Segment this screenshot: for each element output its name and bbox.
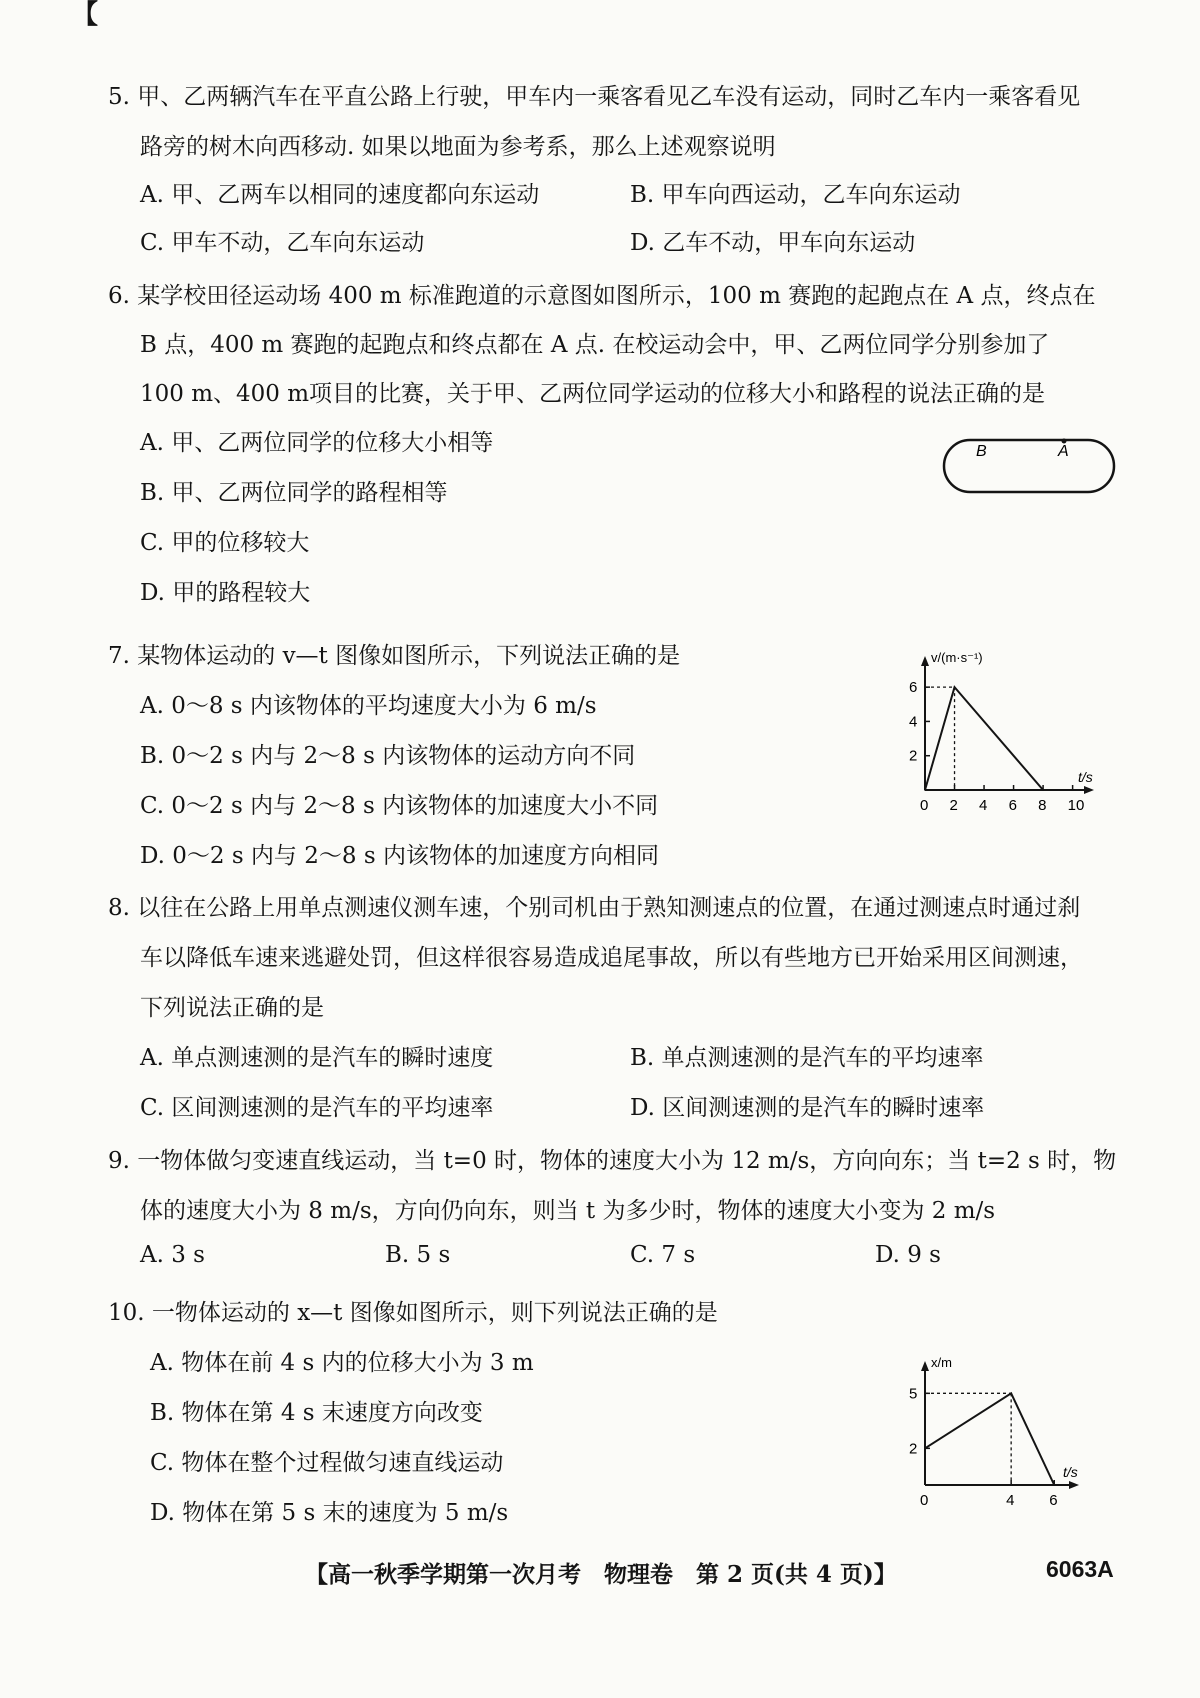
q5-option-a: A. 甲、乙两车以相同的速度都向东运动 [140, 182, 540, 208]
track-diagram [940, 432, 1120, 502]
vt-x-arrow [1084, 786, 1094, 794]
q8-stem-line3: 下列说法正确的是 [140, 995, 324, 1021]
vt-y-tick-label-1: 4 [909, 713, 918, 731]
vt-x-tick-label-1: 2 [949, 797, 958, 814]
q5-option-b: B. 甲车向西运动，乙车向东运动 [630, 182, 961, 208]
q10-option-a: A. 物体在前 4 s 内的位移大小为 3 m [150, 1350, 534, 1376]
q8-option-d: D. 区间测速测的是汽车的瞬时速率 [630, 1095, 985, 1121]
xt-x-tick-label-1: 4 [1006, 1492, 1015, 1509]
vt-x-tick-label-5: 10 [1067, 797, 1085, 814]
q5-stem-line1: 5. 甲、乙两辆汽车在平直公路上行驶，甲车内一乘客看见乙车没有运动，同时乙车内一乘客看见 [108, 84, 1081, 110]
q8-stem-line1: 8. 以往在公路上用单点测速仪测车速，个别司机由于熟知测速点的位置，在通过测速点时通过刹 [108, 895, 1081, 921]
xt-chart [895, 1345, 1125, 1525]
xt-data-point-1 [1010, 1393, 1012, 1395]
vt-chart [895, 640, 1125, 840]
footer-title: 【高一秋季学期第一次月考 物理卷 第 2 页(共 4 页)】 [305, 1561, 897, 1588]
xt-data-point-0 [924, 1448, 926, 1450]
q6-option-d: D. 甲的路程较大 [140, 580, 311, 606]
vt-data-point-2 [1042, 789, 1044, 791]
q6-stem-line2: B 点，400 m 赛跑的起跑点和终点都在 A 点. 在校运动会中，甲、乙两位同学分别参加了 [140, 332, 1050, 358]
q7-stem-line1: 7. 某物体运动的 v—t 图像如图所示，下列说法正确的是 [108, 643, 681, 669]
xt-data-point-2 [1053, 1484, 1055, 1486]
vt-x-label: t/s [1078, 769, 1093, 785]
q6-stem-line1: 6. 某学校田径运动场 400 m 标准跑道的示意图如图所示，100 m 赛跑的起跑点在 A 点，终点在 [108, 283, 1096, 309]
xt-y-tick-label-1: 5 [909, 1385, 918, 1403]
xt-data-line [925, 1393, 1054, 1485]
vt-data-point-1 [954, 686, 956, 688]
xt-x-arrow [1069, 1481, 1079, 1489]
q5-option-c: C. 甲车不动，乙车向东运动 [140, 230, 425, 256]
vt-x-tick-label-0: 0 [920, 797, 929, 814]
track-point-a [1062, 439, 1067, 444]
vt-y-arrow [921, 656, 929, 666]
q7-option-a: A. 0～8 s 内该物体的平均速度大小为 6 m/s [140, 693, 597, 719]
q9-option-d: D. 9 s [875, 1242, 941, 1268]
vt-y-tick-label-0: 2 [909, 747, 918, 765]
q5-stem-line2: 路旁的树木向西移动. 如果以地面为参考系，那么上述观察说明 [140, 134, 776, 160]
vt-y-label: v/(m·s⁻¹) [931, 650, 983, 665]
q9-option-b: B. 5 s [385, 1242, 451, 1268]
q7-option-b: B. 0～2 s 内与 2～8 s 内该物体的运动方向不同 [140, 743, 636, 769]
xt-y-tick-label-0: 2 [909, 1440, 918, 1458]
q7-option-d: D. 0～2 s 内与 2～8 s 内该物体的加速度方向相同 [140, 843, 659, 869]
footer-code: 6063A [1046, 1556, 1114, 1582]
q5-option-d: D. 乙车不动，甲车向东运动 [630, 230, 916, 256]
q7-option-c: C. 0～2 s 内与 2～8 s 内该物体的加速度大小不同 [140, 793, 659, 819]
track-label-a: A [1058, 443, 1069, 460]
vt-data-line [925, 687, 1043, 790]
q9-stem-line1: 9. 一物体做匀变速直线运动，当 t=0 时，物体的速度大小为 12 m/s，方向向东；当 t=2 s 时，物 [108, 1148, 1117, 1174]
vt-data-point-0 [924, 789, 926, 791]
q9-stem-line2: 体的速度大小为 8 m/s，方向仍向东，则当 t 为多少时，物体的速度大小变为 2 m/s [140, 1198, 996, 1224]
q10-option-d: D. 物体在第 5 s 末的速度为 5 m/s [150, 1500, 509, 1526]
q8-option-c: C. 区间测速测的是汽车的平均速率 [140, 1095, 494, 1121]
xt-x-tick-label-0: 0 [920, 1492, 929, 1509]
track-label-b: B [976, 443, 987, 460]
q6-option-b: B. 甲、乙两位同学的路程相等 [140, 480, 448, 506]
track-oval [944, 440, 1114, 492]
vt-x-tick-label-4: 8 [1038, 797, 1047, 814]
vt-x-tick-label-2: 4 [979, 797, 988, 814]
q6-stem-line3: 100 m、400 m项目的比赛，关于甲、乙两位同学运动的位移大小和路程的说法正确的是 [140, 381, 1046, 407]
vt-x-tick-label-3: 6 [1008, 797, 1017, 814]
xt-y-arrow [921, 1361, 929, 1371]
corner-mark: 【 [72, 0, 101, 30]
q8-option-b: B. 单点测速测的是汽车的平均速率 [630, 1045, 984, 1071]
q10-option-c: C. 物体在整个过程做匀速直线运动 [150, 1450, 504, 1476]
xt-x-tick-label-2: 6 [1049, 1492, 1058, 1509]
q10-option-b: B. 物体在第 4 s 末速度方向改变 [150, 1400, 483, 1426]
q9-option-a: A. 3 s [140, 1242, 205, 1268]
q10-stem-line1: 10. 一物体运动的 x—t 图像如图所示，则下列说法正确的是 [108, 1300, 718, 1326]
xt-y-label: x/m [931, 1355, 952, 1370]
q8-option-a: A. 单点测速测的是汽车的瞬时速度 [140, 1045, 494, 1071]
q9-option-c: C. 7 s [630, 1242, 696, 1268]
q6-option-a: A. 甲、乙两位同学的位移大小相等 [140, 430, 494, 456]
vt-y-tick-label-2: 6 [909, 679, 918, 697]
xt-x-label: t/s [1063, 1464, 1078, 1480]
q6-option-c: C. 甲的位移较大 [140, 530, 310, 556]
q8-stem-line2: 车以降低车速来逃避处罚，但这样很容易造成追尾事故，所以有些地方已开始采用区间测速， [140, 945, 1083, 971]
